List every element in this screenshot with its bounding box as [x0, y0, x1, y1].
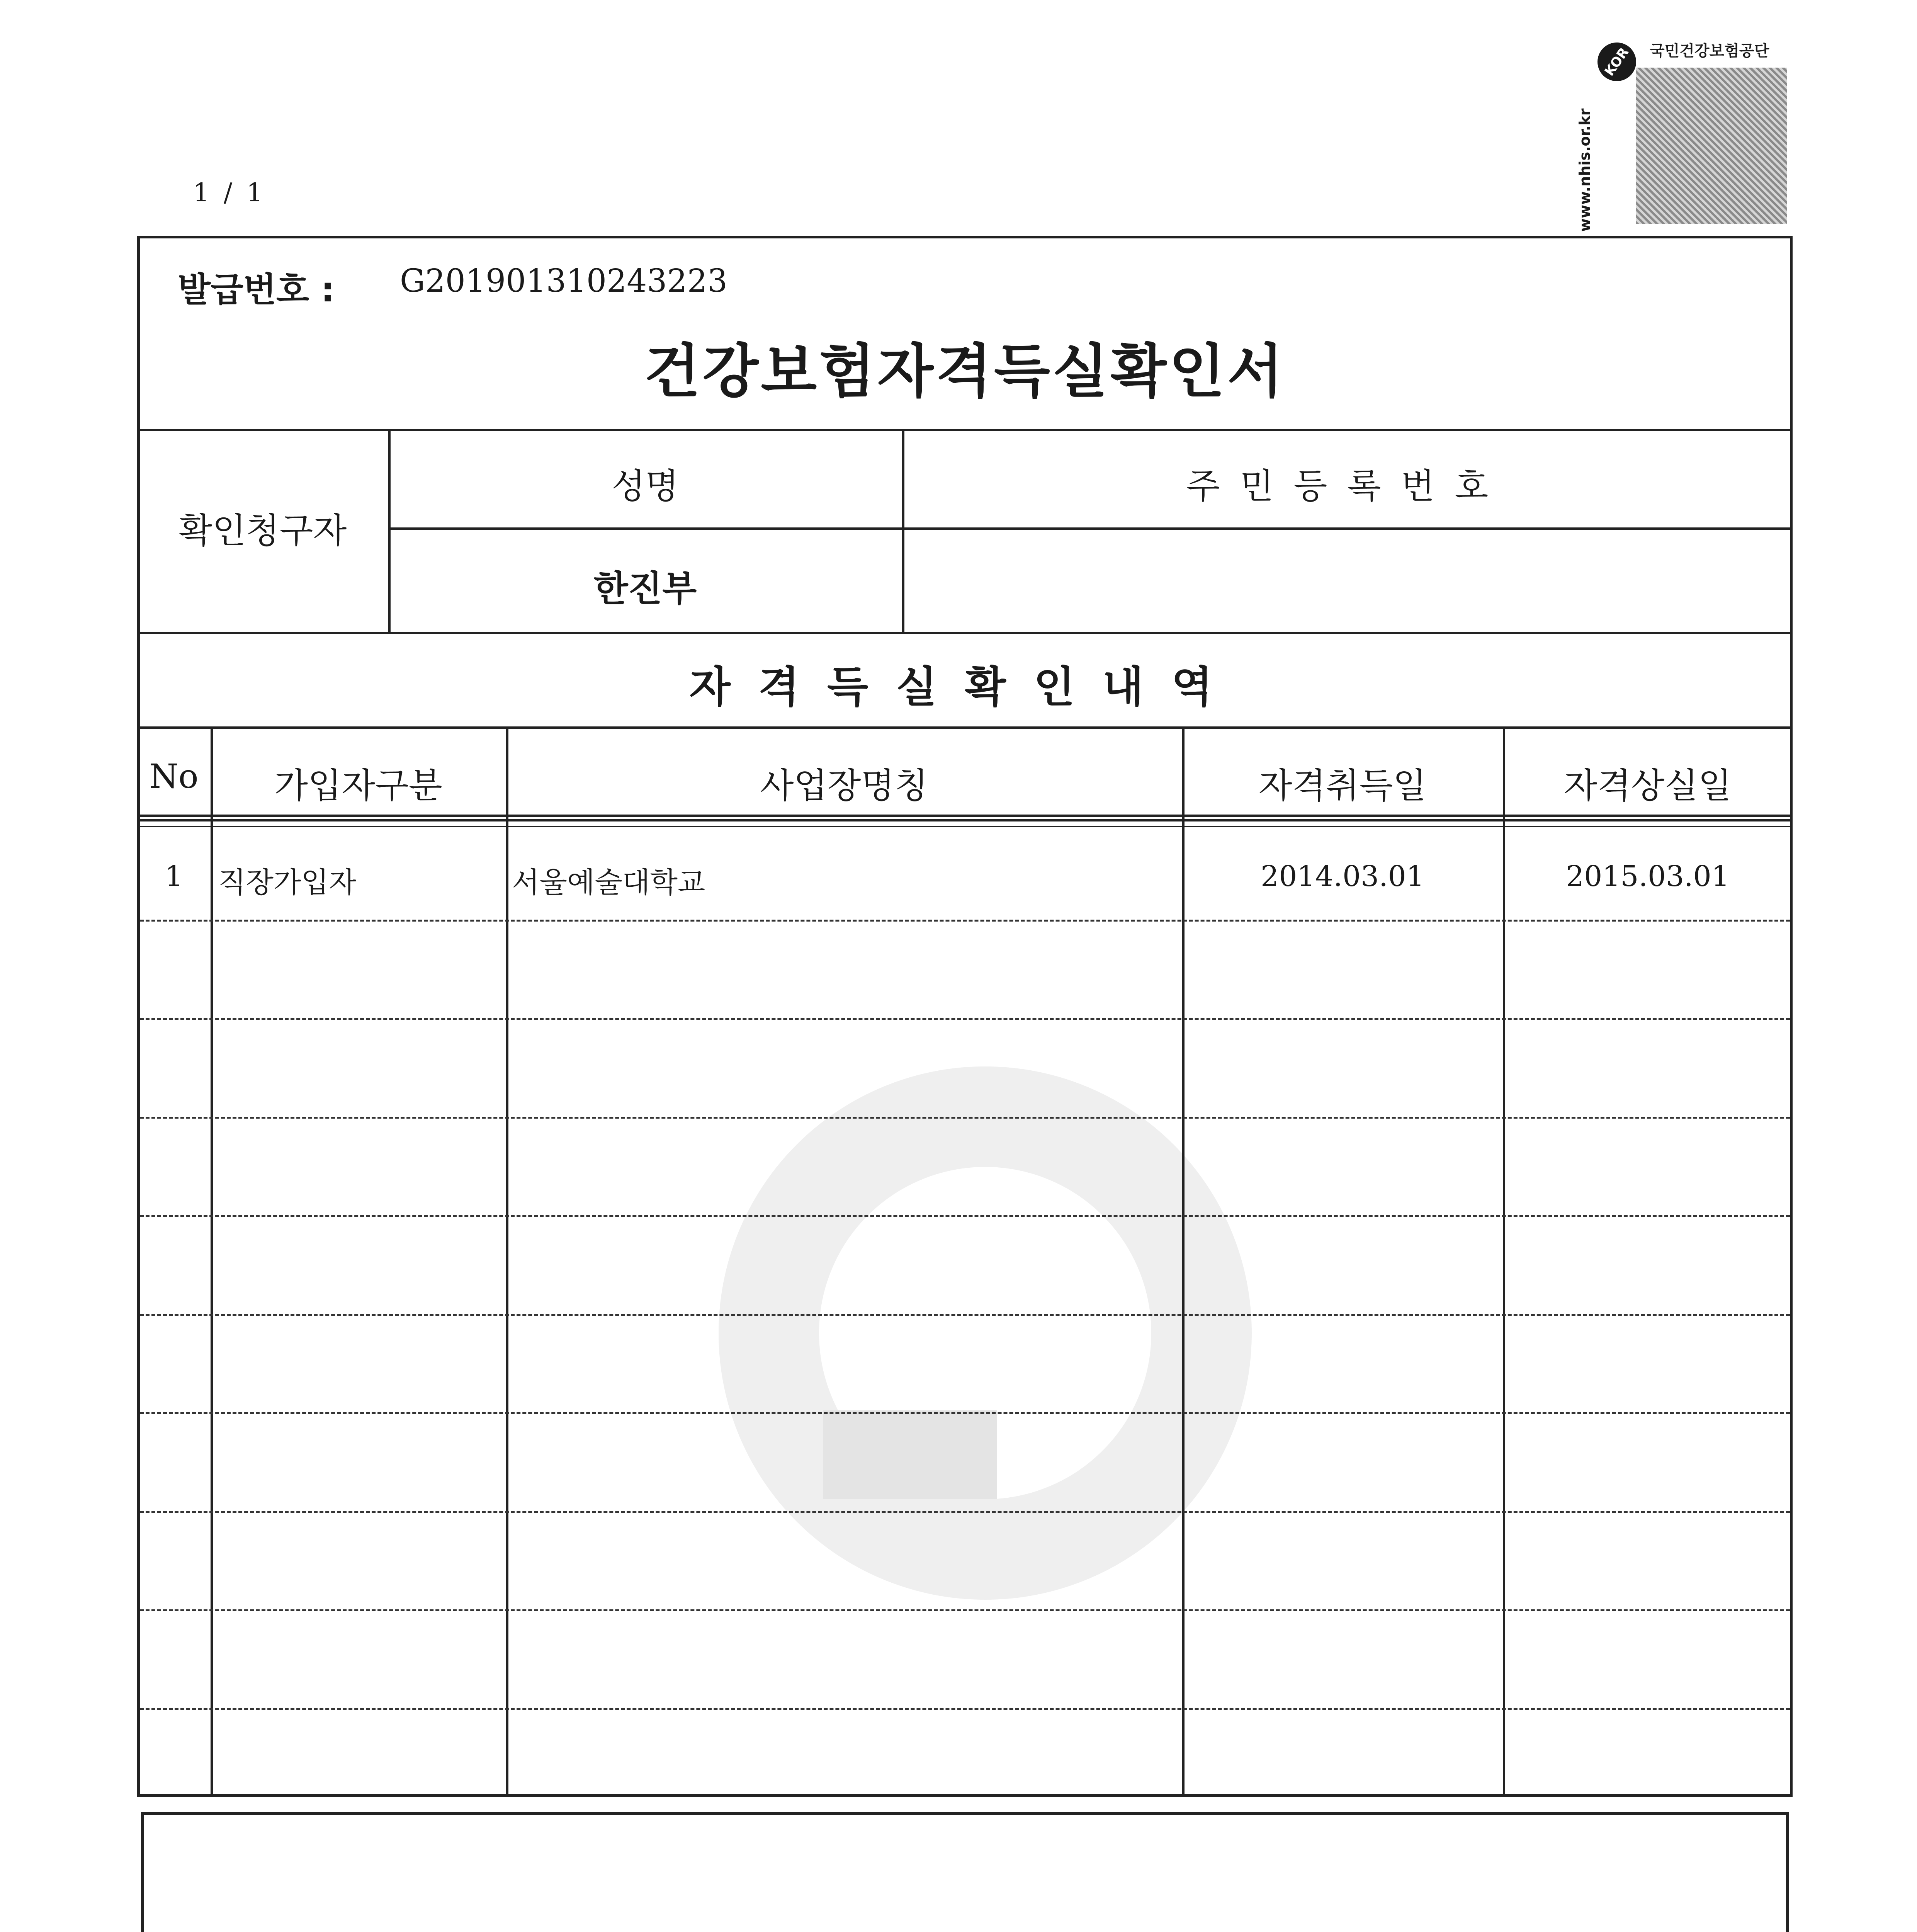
row-divider: [140, 1609, 1790, 1611]
issue-number: G201901310243223: [400, 263, 728, 299]
row-divider: [140, 1511, 1790, 1513]
qr-code: [1636, 68, 1787, 224]
row-divider: [140, 1117, 1790, 1119]
requester-label: 확인청구자: [178, 510, 347, 551]
divider: [211, 726, 213, 1797]
row-workplace: 서울예술대학교: [512, 866, 705, 899]
column-header-workplace: 사업장명칭: [760, 765, 928, 806]
divider: [506, 726, 508, 1797]
name-header: 성명: [612, 466, 679, 507]
rrn-header: 주민등록번호: [1186, 466, 1509, 507]
section-title: 자격득실확인내역: [689, 662, 1241, 712]
column-header-lost: 자격상실일: [1564, 765, 1732, 806]
row-type: 직장가입자: [218, 866, 357, 899]
row-lost-date: 2015.03.01: [1566, 860, 1730, 893]
column-header-no: No: [149, 757, 199, 796]
row-divider: [140, 1215, 1790, 1217]
row-acquired-date: 2014.03.01: [1261, 860, 1424, 893]
page-number: 1 / 1: [193, 178, 266, 207]
divider: [137, 819, 1793, 821]
qr-org-name: 국민건강보험공단: [1650, 42, 1769, 60]
qr-url: www.nhis.or.kr: [1576, 108, 1593, 232]
issue-number-label: 발급번호 :: [178, 270, 335, 310]
signature-frame: [141, 1812, 1789, 1932]
row-divider: [140, 1708, 1790, 1710]
row-no: 1: [165, 860, 183, 893]
row-divider: [140, 1412, 1790, 1414]
row-divider: [140, 1314, 1790, 1316]
divider: [388, 527, 1793, 530]
divider: [137, 429, 1793, 431]
column-header-type: 가입자구분: [274, 765, 442, 806]
row-divider: [140, 920, 1790, 922]
kor-badge: KOR: [1590, 35, 1643, 88]
column-header-acquired: 자격취득일: [1258, 765, 1427, 806]
document-title: 건강보험자격득실확인서: [644, 337, 1286, 405]
divider: [137, 826, 1793, 827]
divider: [137, 632, 1793, 634]
row-divider: [140, 1018, 1790, 1020]
requester-name: 한진부: [593, 568, 697, 609]
